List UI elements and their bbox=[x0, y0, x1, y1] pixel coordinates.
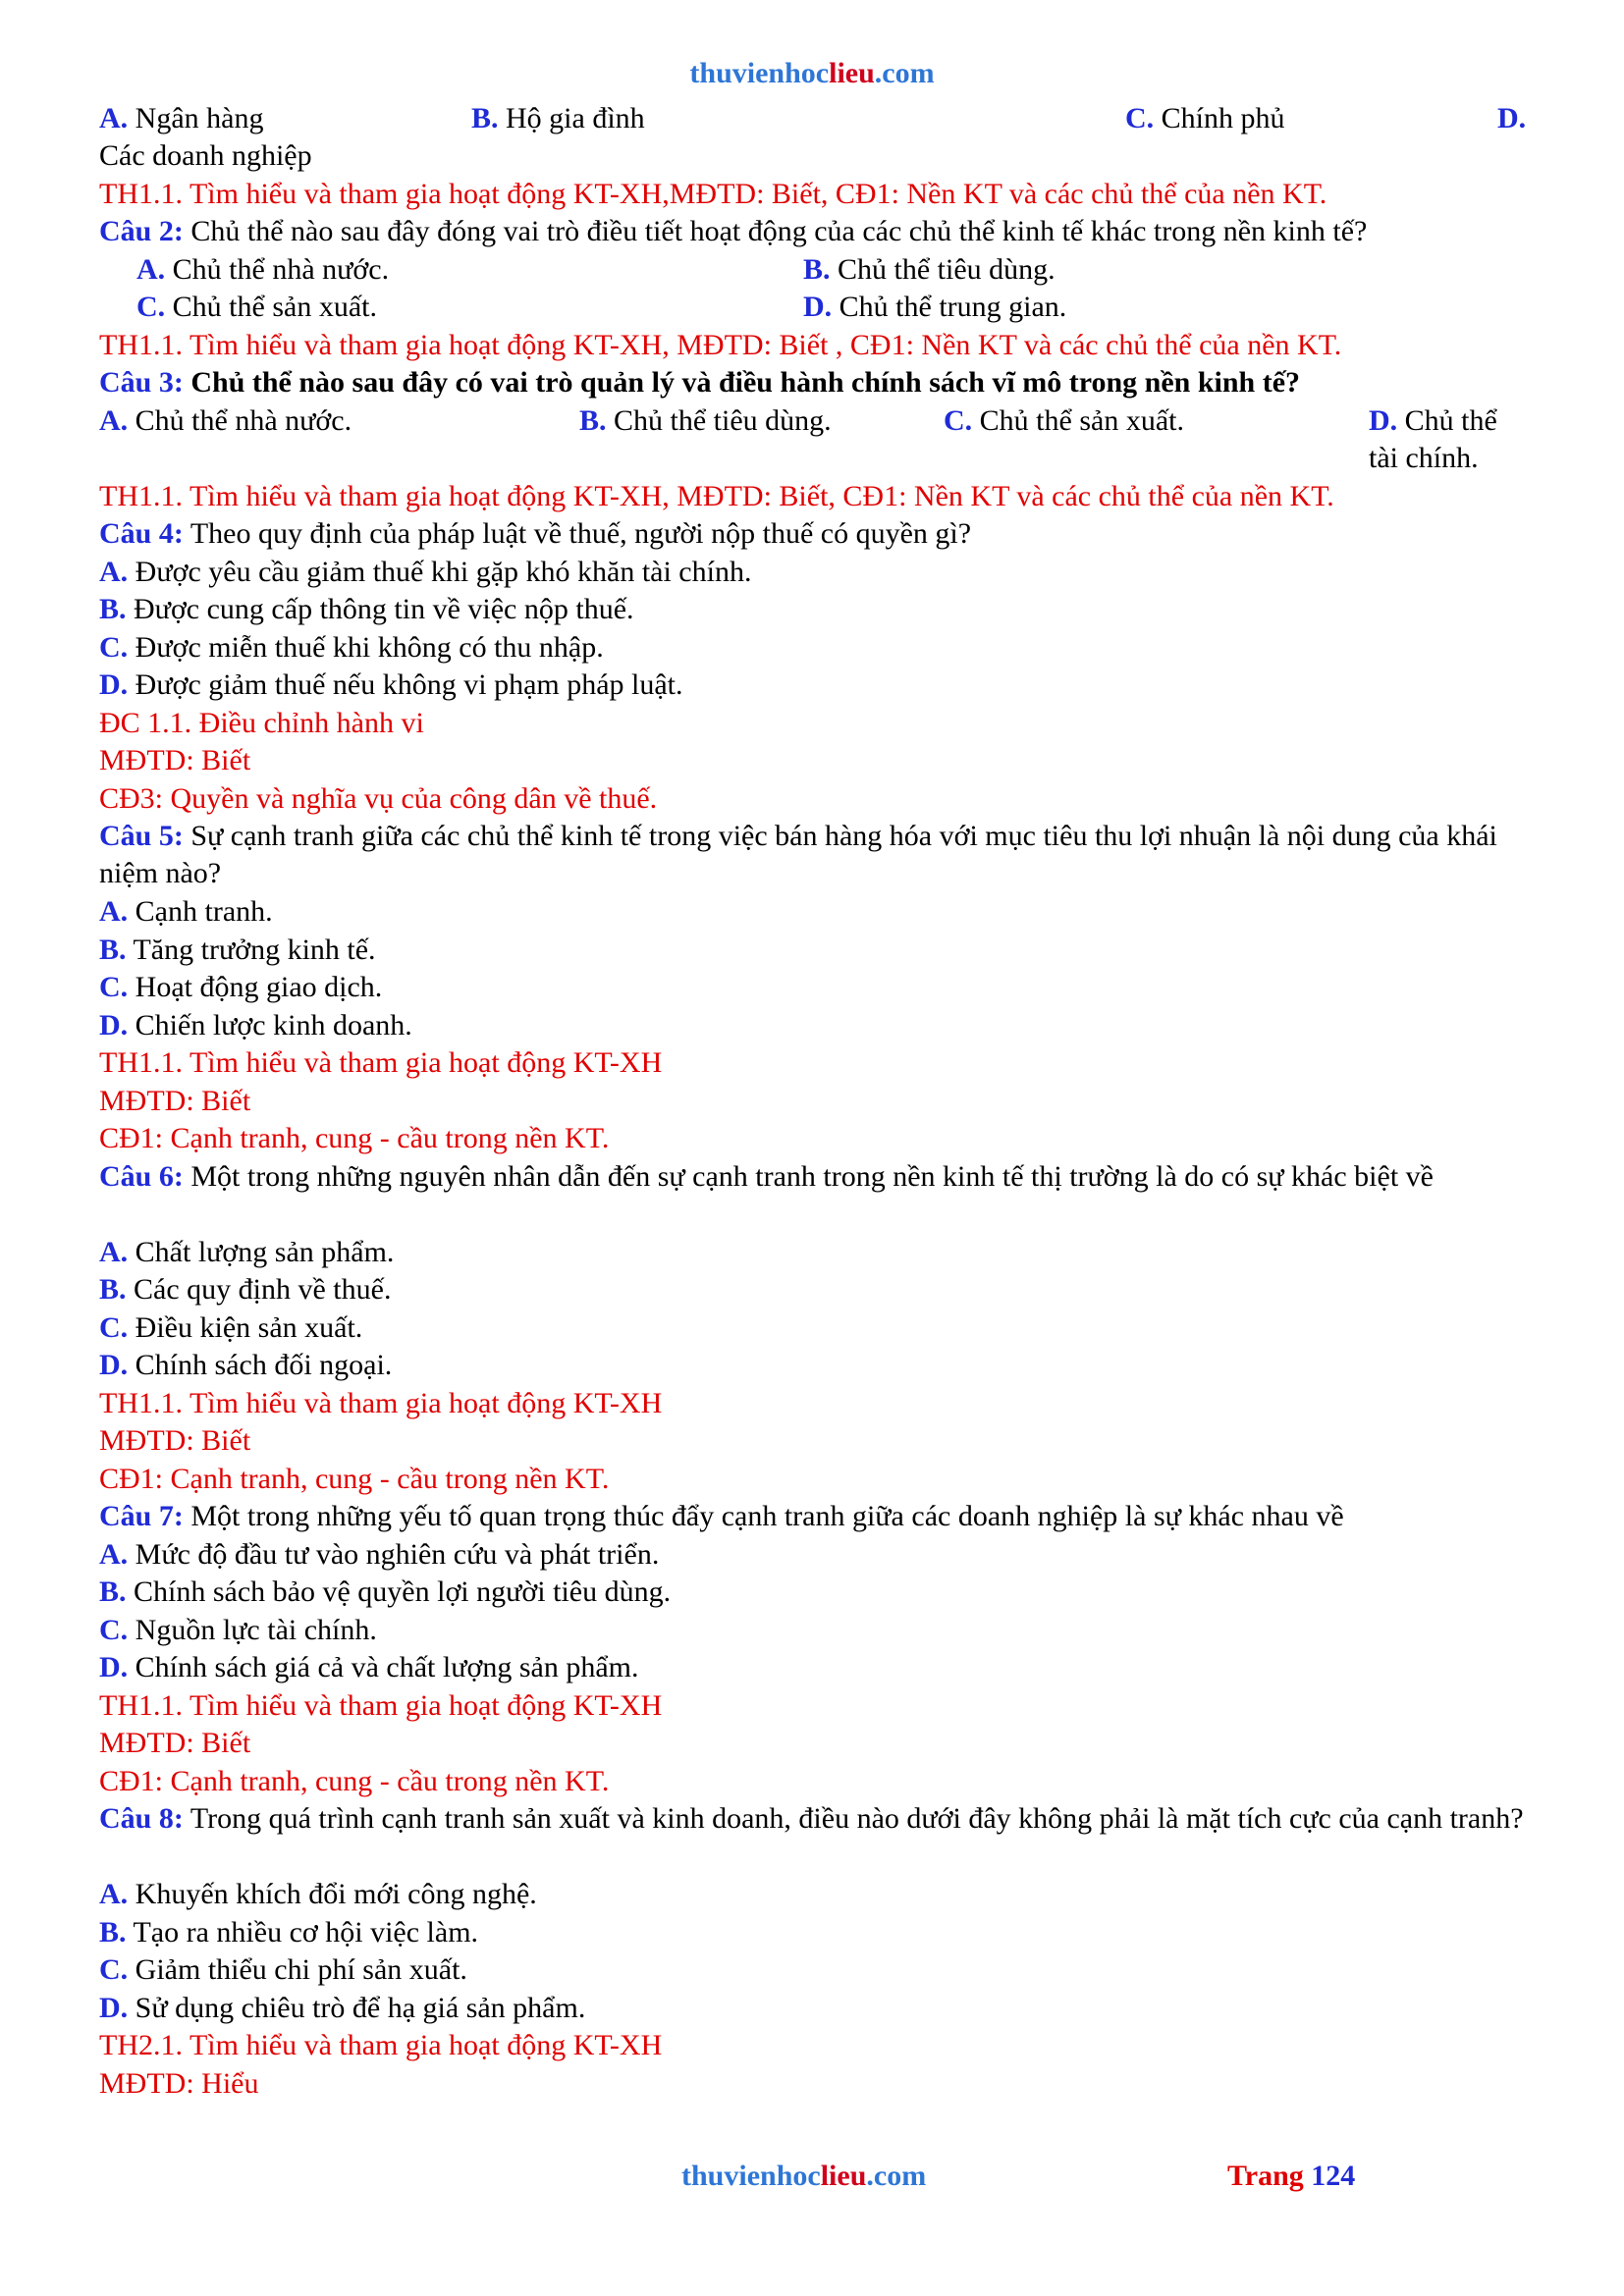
q1-option-a: A. Ngân hàng bbox=[99, 102, 264, 134]
q2-tag: TH1.1. Tìm hiểu và tham gia hoạt động KT-XH, MĐTD: Biết , CĐ1: Nền KT và các chủ thể của nền KT. bbox=[99, 329, 1342, 361]
q6-option-a: A. Chất lượng sản phẩm. bbox=[99, 1236, 395, 1268]
q8-option-a: A. Khuyến khích đổi mới công nghệ. bbox=[99, 1878, 537, 1910]
q7-tag-1: TH1.1. Tìm hiểu và tham gia hoạt động KT-XH bbox=[99, 1689, 663, 1722]
site-name-part2: lieu bbox=[829, 57, 875, 89]
q4-tag-3: CĐ3: Quyền và nghĩa vụ của công dân về thuế. bbox=[99, 782, 658, 815]
q2-option-c: C. Chủ thể sản xuất. bbox=[136, 291, 377, 323]
footer-site-part3: .com bbox=[866, 2160, 927, 2192]
q5-option-a: A. Cạnh tranh. bbox=[99, 895, 273, 928]
q1-option-d: Các doanh nghiệp bbox=[99, 139, 312, 172]
q4-option-c: C. Được miễn thuế khi không có thu nhập. bbox=[99, 631, 604, 664]
q7-option-a: A. Mức độ đầu tư vào nghiên cứu và phát triển. bbox=[99, 1538, 660, 1571]
q6-tag-1: TH1.1. Tìm hiểu và tham gia hoạt động KT-XH bbox=[99, 1387, 663, 1419]
q6-option-b: B. Các quy định về thuế. bbox=[99, 1273, 392, 1306]
q8-tag-2: MĐTD: Hiểu bbox=[99, 2067, 259, 2100]
site-name-part3: .com bbox=[874, 57, 935, 89]
q4-option-a: A. Được yêu cầu giảm thuế khi gặp khó khăn tài chính. bbox=[99, 556, 752, 588]
q7-option-d: D. Chính sách giá cả và chất lượng sản phẩm. bbox=[99, 1651, 639, 1683]
q6-tag-3: CĐ1: Cạnh tranh, cung - cầu trong nền KT. bbox=[99, 1463, 610, 1495]
site-name-part1: thuvienhoc bbox=[689, 57, 830, 89]
q1-option-c: C. Chính phủ bbox=[1125, 102, 1285, 134]
page-header bbox=[0, 57, 1624, 90]
q8-option-c: C. Giảm thiểu chi phí sản xuất. bbox=[99, 1953, 467, 1986]
q3-tag: TH1.1. Tìm hiểu và tham gia hoạt động KT-XH, MĐTD: Biết, CĐ1: Nền KT và các chủ thể của nền KT. bbox=[99, 480, 1334, 512]
q5-option-d: D. Chiến lược kinh doanh. bbox=[99, 1009, 412, 1041]
q5-tag-3: CĐ1: Cạnh tranh, cung - cầu trong nền KT. bbox=[99, 1122, 610, 1154]
q6-stem: Câu 6: Một trong những nguyên nhân dẫn đến sự cạnh tranh trong nền kinh tế thị trường là do có sự khác biệt về bbox=[99, 1160, 1434, 1193]
q5-stem: Câu 5: Sự cạnh tranh giữa các chủ thể kinh tế trong việc bán hàng hóa với mục tiêu thu lợi nhuận là nội dung của khái niệm nào? bbox=[99, 820, 1497, 889]
q3-option-d: D. Chủ thể tài chính. bbox=[1369, 404, 1497, 474]
footer-site-part1: thuvienhoc bbox=[681, 2160, 821, 2192]
q4-option-d: D. Được giảm thuế nếu không vi phạm pháp luật. bbox=[99, 668, 683, 701]
q5-option-c: C. Hoạt động giao dịch. bbox=[99, 971, 383, 1003]
q1-option-b: B. Hộ gia đình bbox=[471, 102, 645, 134]
q3-option-c: C. Chủ thể sản xuất. bbox=[944, 404, 1184, 437]
q7-option-c: C. Nguồn lực tài chính. bbox=[99, 1614, 377, 1646]
page-number bbox=[1227, 2160, 1355, 2193]
q3-option-a: A. Chủ thể nhà nước. bbox=[99, 404, 352, 437]
q3-stem: Câu 3: Chủ thể nào sau đây có vai trò quản lý và điều hành chính sách vĩ mô trong nền kinh tế? bbox=[99, 366, 1301, 399]
q5-tag-2: MĐTD: Biết bbox=[99, 1085, 251, 1117]
q4-option-b: B. Được cung cấp thông tin về việc nộp thuế. bbox=[99, 593, 634, 625]
footer-site-name bbox=[681, 2160, 926, 2193]
q7-tag-3: CĐ1: Cạnh tranh, cung - cầu trong nền KT. bbox=[99, 1765, 610, 1797]
q2-option-d: D. Chủ thể trung gian. bbox=[803, 291, 1067, 323]
q3-option-b: B. Chủ thể tiêu dùng. bbox=[579, 404, 832, 437]
q2-option-b: B. Chủ thể tiêu dùng. bbox=[803, 253, 1056, 286]
q7-option-b: B. Chính sách bảo vệ quyền lợi người tiêu dùng. bbox=[99, 1575, 672, 1608]
q8-option-d: D. Sử dụng chiêu trò để hạ giá sản phẩm. bbox=[99, 1992, 586, 2024]
q2-option-a: A. Chủ thể nhà nước. bbox=[136, 253, 390, 286]
q6-option-d: D. Chính sách đối ngoại. bbox=[99, 1349, 393, 1381]
q2-stem: Câu 2: Chủ thể nào sau đây đóng vai trò điều tiết hoạt động của các chủ thể kinh tế khác trong nền kinh tế? bbox=[99, 215, 1368, 247]
q6-tag-2: MĐTD: Biết bbox=[99, 1424, 251, 1457]
q4-tag-1: ĐC 1.1. Điều chỉnh hành vi bbox=[99, 707, 424, 739]
page-label: Trang bbox=[1227, 2160, 1304, 2192]
page-num: 124 bbox=[1311, 2160, 1356, 2192]
q1-option-d-label: D. bbox=[1497, 102, 1527, 134]
q8-option-b: B. Tạo ra nhiều cơ hội việc làm. bbox=[99, 1916, 479, 1949]
q5-tag-1: TH1.1. Tìm hiểu và tham gia hoạt động KT-XH bbox=[99, 1046, 663, 1079]
q5-option-b: B. Tăng trưởng kinh tế. bbox=[99, 934, 376, 966]
q1-tag: TH1.1. Tìm hiểu và tham gia hoạt động KT-XH,MĐTD: Biết, CĐ1: Nền KT và các chủ thể của nền KT. bbox=[99, 178, 1327, 210]
q4-tag-2: MĐTD: Biết bbox=[99, 744, 251, 776]
footer-site-part2: lieu bbox=[820, 2160, 867, 2192]
q4-stem: Câu 4: Theo quy định của pháp luật về thuế, người nộp thuế có quyền gì? bbox=[99, 517, 972, 550]
q7-stem: Câu 7: Một trong những yếu tố quan trọng thúc đẩy cạnh tranh giữa các doanh nghiệp là sự khác nhau về bbox=[99, 1500, 1344, 1532]
q8-tag-1: TH2.1. Tìm hiểu và tham gia hoạt động KT-XH bbox=[99, 2029, 663, 2061]
q7-tag-2: MĐTD: Biết bbox=[99, 1727, 251, 1759]
q6-option-c: C. Điều kiện sản xuất. bbox=[99, 1311, 363, 1344]
q8-stem: Câu 8: Trong quá trình cạnh tranh sản xuất và kinh doanh, điều nào dưới đây không phải là mặt tích cực của cạnh tranh? bbox=[99, 1802, 1524, 1835]
